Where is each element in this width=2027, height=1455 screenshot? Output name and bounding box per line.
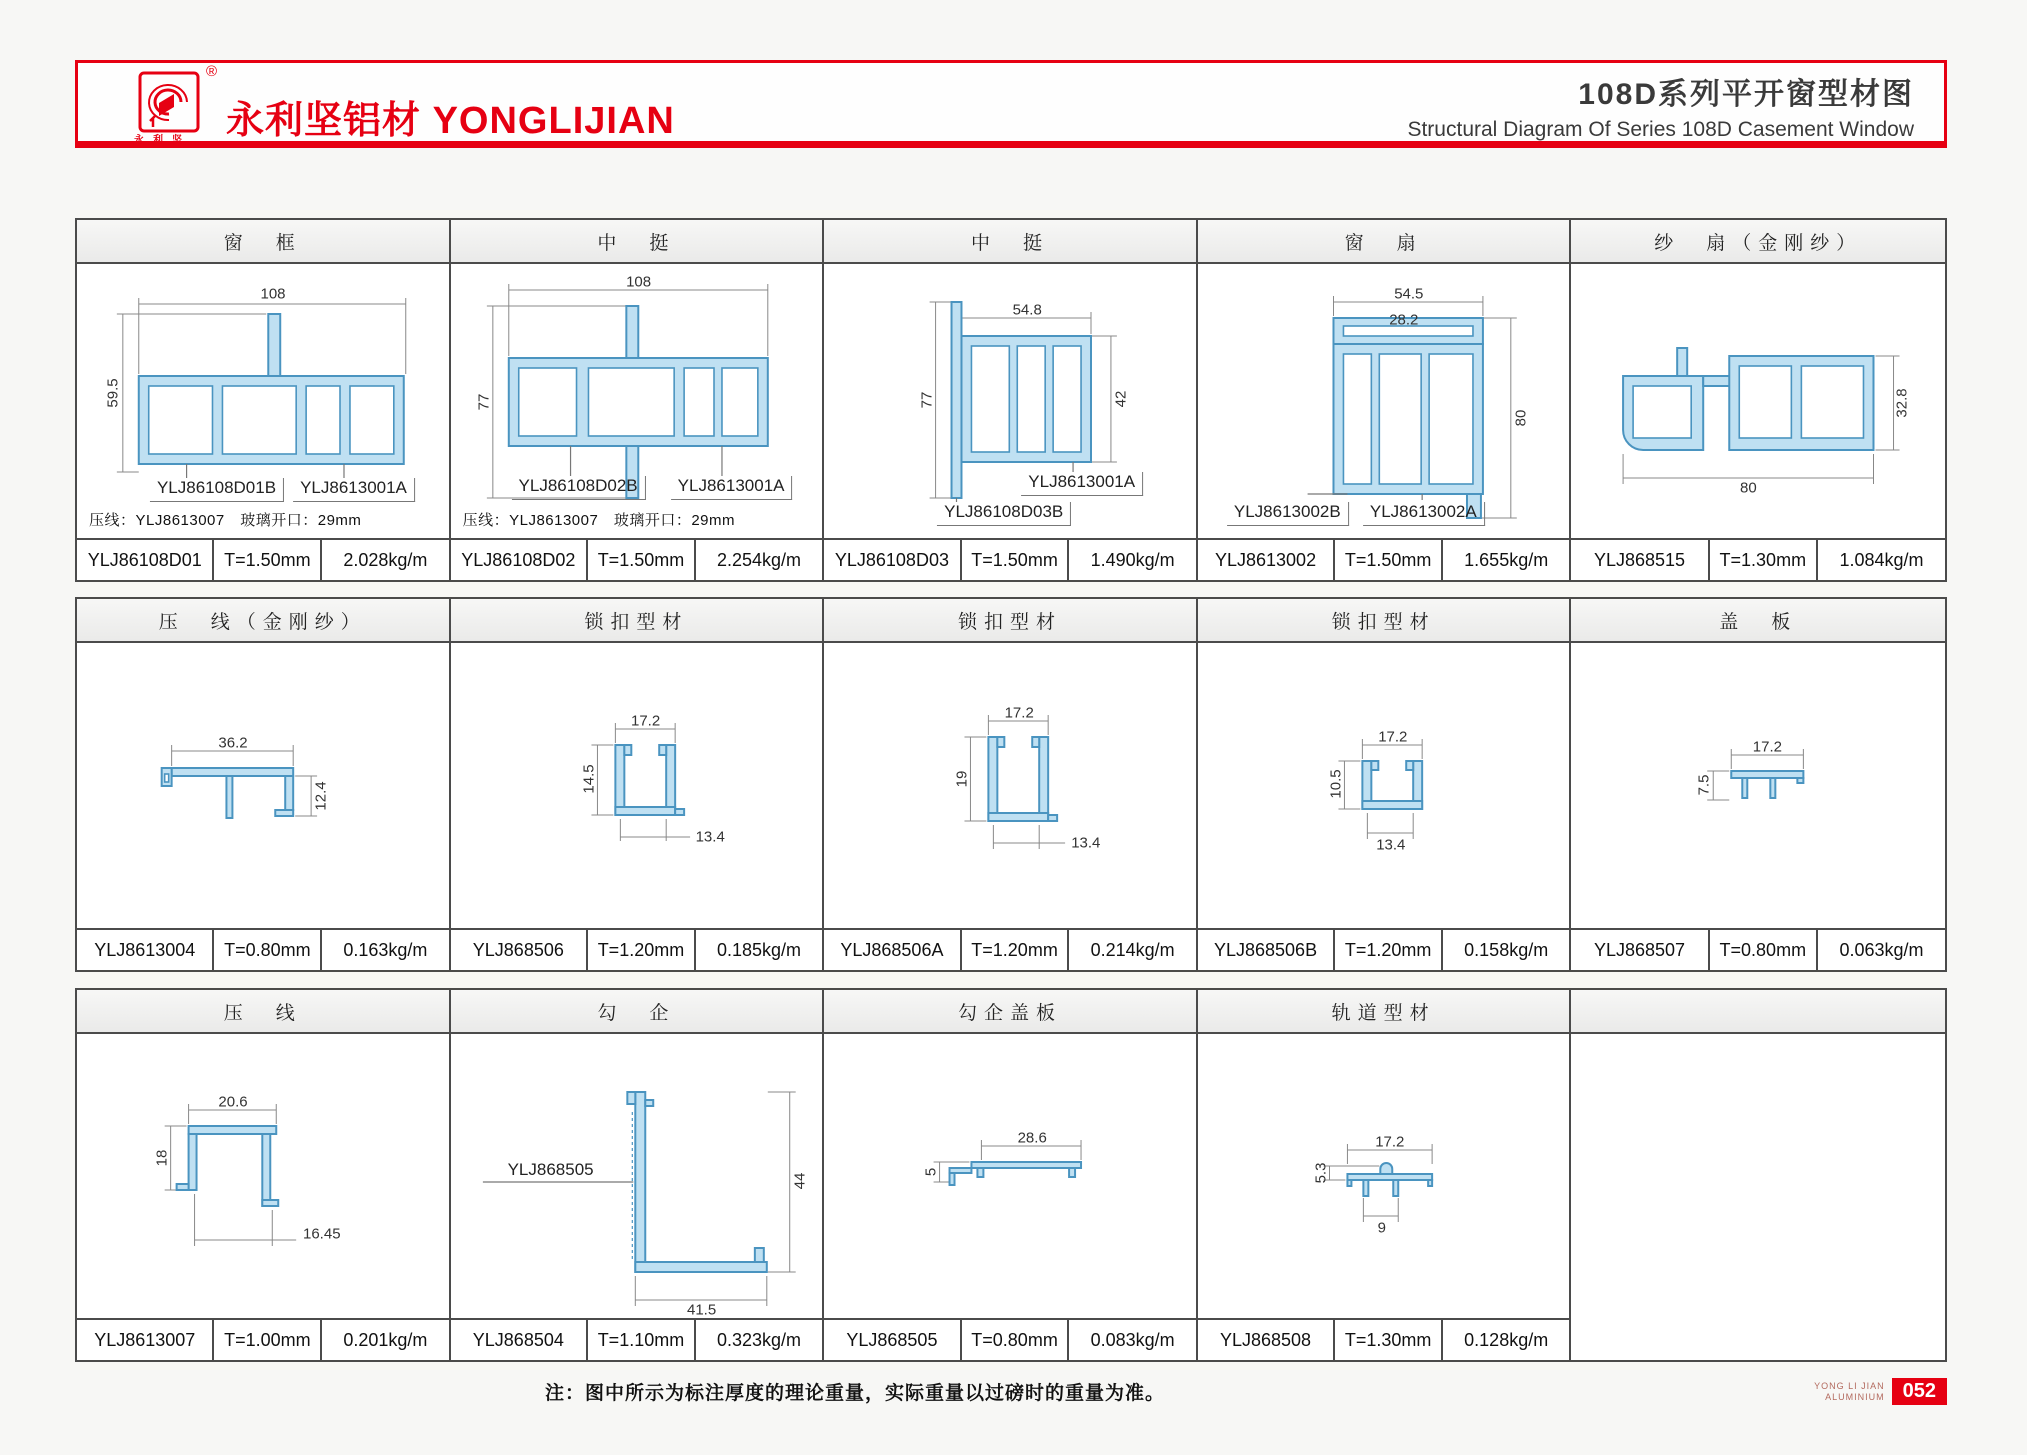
profile-weight: 2.028kg/m xyxy=(343,549,428,570)
profile-drawing xyxy=(1198,1034,1570,1318)
profile-drawing xyxy=(1571,643,1945,928)
brand-name-cn: 永利坚铝材 xyxy=(226,100,422,142)
profile-category: 压 线 xyxy=(77,990,449,1034)
profile-drawing xyxy=(77,1034,449,1318)
profile-thickness: T=1.50mm xyxy=(214,540,322,580)
dim-right: 80 xyxy=(1512,409,1530,427)
dim-inner: 28.2 xyxy=(1389,311,1419,329)
profile-diagram xyxy=(824,643,1196,928)
profile-weight: 1.084kg/m xyxy=(1839,549,1924,570)
profile-spec-row xyxy=(451,928,823,970)
dim-left: 18 xyxy=(153,1149,171,1167)
profile-spec-row xyxy=(77,538,449,580)
profile-table-row-1 xyxy=(75,218,1947,582)
dim-top: 17.2 xyxy=(1752,738,1782,756)
registered-mark: ® xyxy=(206,63,218,80)
part-label: YLJ8613001A xyxy=(671,476,793,500)
cell-screen-sash xyxy=(1571,220,1945,580)
profile-thickness: T=0.80mm xyxy=(1710,930,1818,970)
profile-thickness: T=1.50mm xyxy=(588,540,696,580)
dim-top: 28.6 xyxy=(1017,1129,1047,1147)
profile-table-row-3 xyxy=(75,988,1947,1362)
profile-weight: 0.323kg/m xyxy=(716,1329,802,1350)
footer-brand xyxy=(1814,1381,1885,1403)
profile-diagram xyxy=(1198,1034,1570,1318)
page-subtitle: Structural Diagram Of Series 108D Casement Window xyxy=(1407,118,1914,141)
profile-diagram xyxy=(451,264,823,538)
profile-weight: 0.185kg/m xyxy=(716,939,802,960)
part-label: YLJ8613002B xyxy=(1227,502,1349,526)
page-header xyxy=(75,60,1947,148)
profile-weight: 2.254kg/m xyxy=(716,549,802,570)
profile-table-row-2 xyxy=(75,597,1947,972)
profile-model: YLJ868505 xyxy=(824,1320,961,1360)
page-note: 注：图中所示为标注厚度的理论重量，实际重量以过磅时的重量为准。 xyxy=(545,1383,1166,1404)
profile-category: 纱 扇（金刚纱） xyxy=(1571,220,1945,264)
profile-drawing xyxy=(77,643,449,928)
profile-drawing xyxy=(1198,643,1570,928)
profile-model: YLJ86108D01 xyxy=(77,540,214,580)
dim-bottom: 80 xyxy=(1740,479,1757,497)
profile-drawing xyxy=(1571,264,1945,538)
dim-left: 77 xyxy=(918,391,936,409)
dim-bottom: 9 xyxy=(1377,1219,1386,1237)
cell-hook-cover-plate xyxy=(824,990,1198,1360)
profile-thickness: T=0.80mm xyxy=(962,1320,1070,1360)
dim-right: 32.8 xyxy=(1893,388,1911,418)
profile-weight: 1.490kg/m xyxy=(1090,549,1175,570)
cell-cover-plate xyxy=(1571,599,1945,970)
dim-bottom: 16.45 xyxy=(303,1225,341,1243)
profile-category: 盖 板 xyxy=(1571,599,1945,643)
cell-hook-profile xyxy=(451,990,825,1360)
dim-top: 54.5 xyxy=(1394,285,1424,303)
profile-model: YLJ86108D02 xyxy=(451,540,588,580)
brand-small-label: 永利坚 xyxy=(134,135,191,146)
profile-diagram xyxy=(824,264,1196,538)
profile-note: 压线：YLJ8613007 玻璃开口：29mm xyxy=(89,512,362,529)
profile-spec-row xyxy=(824,538,1196,580)
profile-thickness: T=1.30mm xyxy=(1335,1320,1443,1360)
dim-top: 17.2 xyxy=(1378,728,1408,746)
empty-diagram xyxy=(1571,1034,1945,1360)
part-label: YLJ868505 xyxy=(507,1160,594,1179)
profile-model: YLJ8613002 xyxy=(1198,540,1335,580)
dim-bottom: 13.4 xyxy=(1376,836,1406,854)
profile-thickness: T=1.30mm xyxy=(1710,540,1818,580)
page-title: 108D系列平开窗型材图 xyxy=(1578,78,1914,111)
dim-right: 12.4 xyxy=(312,781,330,811)
profile-thickness: T=1.00mm xyxy=(214,1320,322,1360)
cell-empty xyxy=(1571,990,1945,1360)
profile-diagram xyxy=(1198,264,1570,538)
footer-brand-line2: ALUMINIUM xyxy=(1825,1391,1885,1402)
profile-thickness: T=1.20mm xyxy=(588,930,696,970)
profile-diagram xyxy=(824,1034,1196,1318)
profile-model: YLJ8613007 xyxy=(77,1320,214,1360)
profile-spec-row xyxy=(77,928,449,970)
profile-drawing xyxy=(824,643,1196,928)
profile-diagram xyxy=(77,643,449,928)
dim-right: 42 xyxy=(1112,390,1130,408)
profile-drawing xyxy=(1198,264,1570,538)
dim-top: 17.2 xyxy=(1004,704,1034,722)
profile-category: 锁扣型材 xyxy=(824,599,1196,643)
profile-category: 锁扣型材 xyxy=(451,599,823,643)
profile-drawing xyxy=(451,1034,823,1318)
profile-category: 勾企盖板 xyxy=(824,990,1196,1034)
page-title-block xyxy=(1407,69,1914,142)
dim-left: 10.5 xyxy=(1327,769,1345,799)
profile-weight: 0.201kg/m xyxy=(343,1329,428,1350)
dim-left: 77 xyxy=(475,393,493,411)
dim-top: 17.2 xyxy=(1375,1133,1405,1151)
cell-lock-profile-1 xyxy=(451,599,825,970)
profile-diagram xyxy=(1571,643,1945,928)
dim-left: 7.5 xyxy=(1695,774,1713,796)
profile-drawing xyxy=(824,264,1196,538)
part-label: YLJ86108D03B xyxy=(937,502,1071,526)
part-label: YLJ8613001A xyxy=(1021,472,1143,496)
profile-thickness: T=1.50mm xyxy=(1335,540,1443,580)
cell-lock-profile-2 xyxy=(824,599,1198,970)
profile-category: 勾 企 xyxy=(451,990,823,1034)
dim-top: 108 xyxy=(626,273,652,291)
profile-drawing xyxy=(451,643,823,928)
cell-window-frame xyxy=(77,220,451,580)
profile-diagram xyxy=(1571,264,1945,538)
part-label: YLJ8613002A xyxy=(1363,502,1485,526)
dim-top: 17.2 xyxy=(630,712,661,730)
profile-weight: 0.214kg/m xyxy=(1090,939,1175,960)
footer-brand-line1: YONG LI JIAN xyxy=(1814,1380,1885,1391)
profile-model: YLJ86108D03 xyxy=(824,540,961,580)
profile-weight: 0.158kg/m xyxy=(1464,939,1549,960)
profile-category: 轨道型材 xyxy=(1198,990,1570,1034)
profile-model: YLJ868504 xyxy=(451,1320,588,1360)
profile-weight: 1.655kg/m xyxy=(1464,549,1549,570)
profile-model: YLJ868508 xyxy=(1198,1320,1335,1360)
dim-left: 5 xyxy=(922,1167,940,1177)
cell-mullion-55 xyxy=(824,220,1198,580)
dim-bottom: 13.4 xyxy=(1071,834,1101,852)
brand-name xyxy=(226,89,675,144)
cell-sash xyxy=(1198,220,1572,580)
page-number: 052 xyxy=(1892,1378,1947,1405)
profile-thickness: T=1.10mm xyxy=(588,1320,696,1360)
profile-thickness: T=0.80mm xyxy=(214,930,322,970)
profile-category xyxy=(1571,990,1945,1034)
profile-model: YLJ8613004 xyxy=(77,930,214,970)
profile-spec-row xyxy=(824,1318,1196,1360)
profile-weight: 0.128kg/m xyxy=(1464,1329,1549,1350)
profile-diagram xyxy=(451,1034,823,1318)
dim-left: 19 xyxy=(953,770,971,788)
dim-bottom: 13.4 xyxy=(695,828,725,846)
dim-right: 44 xyxy=(791,1172,809,1190)
profile-spec-row xyxy=(451,1318,823,1360)
profile-spec-row xyxy=(1198,538,1570,580)
dim-top: 20.6 xyxy=(218,1093,248,1111)
profile-category: 窗 扇 xyxy=(1198,220,1570,264)
cell-mullion-108 xyxy=(451,220,825,580)
profile-model: YLJ868515 xyxy=(1571,540,1709,580)
profile-weight: 0.083kg/m xyxy=(1090,1329,1175,1350)
profile-spec-row xyxy=(451,538,823,580)
profile-model: YLJ868506B xyxy=(1198,930,1335,970)
profile-diagram xyxy=(77,1034,449,1318)
dim-top: 54.8 xyxy=(1012,301,1042,319)
dim-left: 59.5 xyxy=(104,378,122,408)
profile-model: YLJ868506 xyxy=(451,930,588,970)
profile-category: 中 挺 xyxy=(451,220,823,264)
profile-thickness: T=1.20mm xyxy=(1335,930,1443,970)
profile-spec-row xyxy=(1198,928,1570,970)
profile-spec-row xyxy=(824,928,1196,970)
dim-top: 108 xyxy=(260,285,286,303)
profile-note: 压线：YLJ8613007 玻璃开口：29mm xyxy=(462,512,736,529)
profile-thickness: T=1.20mm xyxy=(962,930,1070,970)
dim-left: 5.3 xyxy=(1312,1162,1330,1184)
profile-category: 窗 框 xyxy=(77,220,449,264)
profile-category: 中 挺 xyxy=(824,220,1196,264)
profile-diagram xyxy=(1198,643,1570,928)
profile-thickness: T=1.50mm xyxy=(962,540,1070,580)
part-label: YLJ86108D02B xyxy=(512,476,646,500)
cell-lock-profile-3 xyxy=(1198,599,1572,970)
profile-spec-row xyxy=(1198,1318,1570,1360)
profile-diagram xyxy=(77,264,449,538)
cell-glazing-bead xyxy=(77,990,451,1360)
cell-glazing-bead-screen xyxy=(77,599,451,970)
page-tag xyxy=(1814,1378,1947,1405)
profile-model: YLJ868506A xyxy=(824,930,961,970)
profile-category: 锁扣型材 xyxy=(1198,599,1570,643)
profile-diagram xyxy=(451,643,823,928)
dim-top: 36.2 xyxy=(218,734,248,752)
dim-left: 14.5 xyxy=(580,764,598,794)
profile-category: 压 线（金刚纱） xyxy=(77,599,449,643)
profile-spec-row xyxy=(1571,928,1945,970)
profile-spec-row xyxy=(77,1318,449,1360)
profile-weight: 0.163kg/m xyxy=(343,939,428,960)
cell-track-profile xyxy=(1198,990,1572,1360)
profile-drawing xyxy=(824,1034,1196,1318)
profile-model: YLJ868507 xyxy=(1571,930,1709,970)
part-label: YLJ8613001A xyxy=(293,478,415,502)
profile-weight: 0.063kg/m xyxy=(1839,939,1924,960)
brand-logo-icon xyxy=(138,71,200,133)
profile-spec-row xyxy=(1571,538,1945,580)
part-label: YLJ86108D01B xyxy=(150,478,284,502)
dim-bottom: 41.5 xyxy=(686,1301,717,1318)
brand-name-en: YONGLIJIAN xyxy=(432,100,675,142)
